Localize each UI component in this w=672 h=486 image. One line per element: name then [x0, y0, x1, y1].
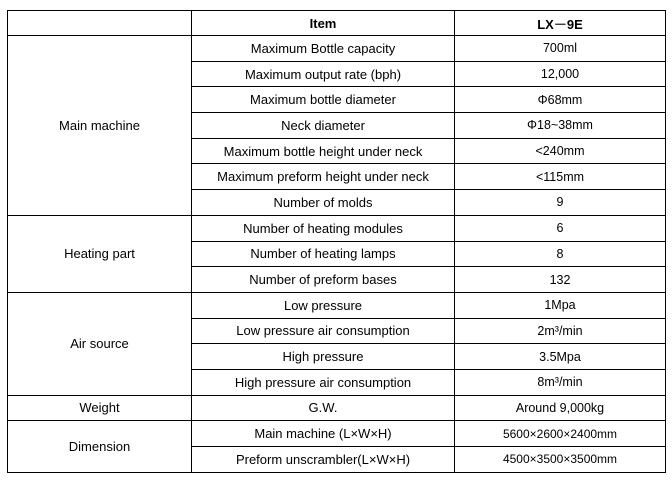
row-item: Maximum bottle height under neck — [192, 138, 455, 164]
row-value: Φ18~38mm — [455, 113, 666, 139]
row-value: 9 — [455, 190, 666, 216]
row-value: 8 — [455, 241, 666, 267]
row-value: 4500×3500×3500mm — [455, 447, 666, 473]
row-item: Maximum preform height under neck — [192, 164, 455, 190]
row-item: Low pressure — [192, 292, 455, 318]
row-item: Maximum output rate (bph) — [192, 61, 455, 87]
table-row — [8, 215, 666, 241]
group-label-main-machine: Main machine — [8, 36, 192, 216]
row-value: 6 — [455, 215, 666, 241]
row-value: 132 — [455, 267, 666, 293]
row-item: Number of preform bases — [192, 267, 455, 293]
row-item: Maximum bottle diameter — [192, 87, 455, 113]
row-item: Maximum Bottle capacity — [192, 36, 455, 62]
group-label-heating-part: Heating part — [8, 215, 192, 292]
row-item: Number of heating modules — [192, 215, 455, 241]
header-row — [8, 11, 666, 36]
row-item: High pressure air consumption — [192, 369, 455, 395]
group-label-air-source: Air source — [8, 292, 192, 395]
row-value: Φ68mm — [455, 87, 666, 113]
row-item: Preform unscrambler(L×W×H) — [192, 447, 455, 473]
row-value: <115mm — [455, 164, 666, 190]
group-label-dimension: Dimension — [8, 421, 192, 472]
header-blank-cell — [8, 11, 192, 36]
group-label-weight: Weight — [8, 395, 192, 421]
row-value: Around 9,000kg — [455, 395, 666, 421]
header-model: LX－9E — [455, 11, 666, 36]
row-value: 5600×2600×2400mm — [455, 421, 666, 447]
row-item: Number of heating lamps — [192, 241, 455, 267]
table-row — [8, 421, 666, 447]
row-item: G.W. — [192, 395, 455, 421]
row-item: Main machine (L×W×H) — [192, 421, 455, 447]
row-value: 2m³/min — [455, 318, 666, 344]
spec-table — [7, 10, 666, 473]
header-item: Item — [192, 11, 455, 36]
row-item: Neck diameter — [192, 113, 455, 139]
row-value: 3.5Mpa — [455, 344, 666, 370]
row-item: Number of molds — [192, 190, 455, 216]
row-value: 12,000 — [455, 61, 666, 87]
table-row — [8, 36, 666, 62]
table-row — [8, 292, 666, 318]
row-value: 700ml — [455, 36, 666, 62]
row-value: 8m³/min — [455, 369, 666, 395]
row-value: 1Mpa — [455, 292, 666, 318]
row-value: <240mm — [455, 138, 666, 164]
row-item: High pressure — [192, 344, 455, 370]
row-item: Low pressure air consumption — [192, 318, 455, 344]
table-row — [8, 395, 666, 421]
